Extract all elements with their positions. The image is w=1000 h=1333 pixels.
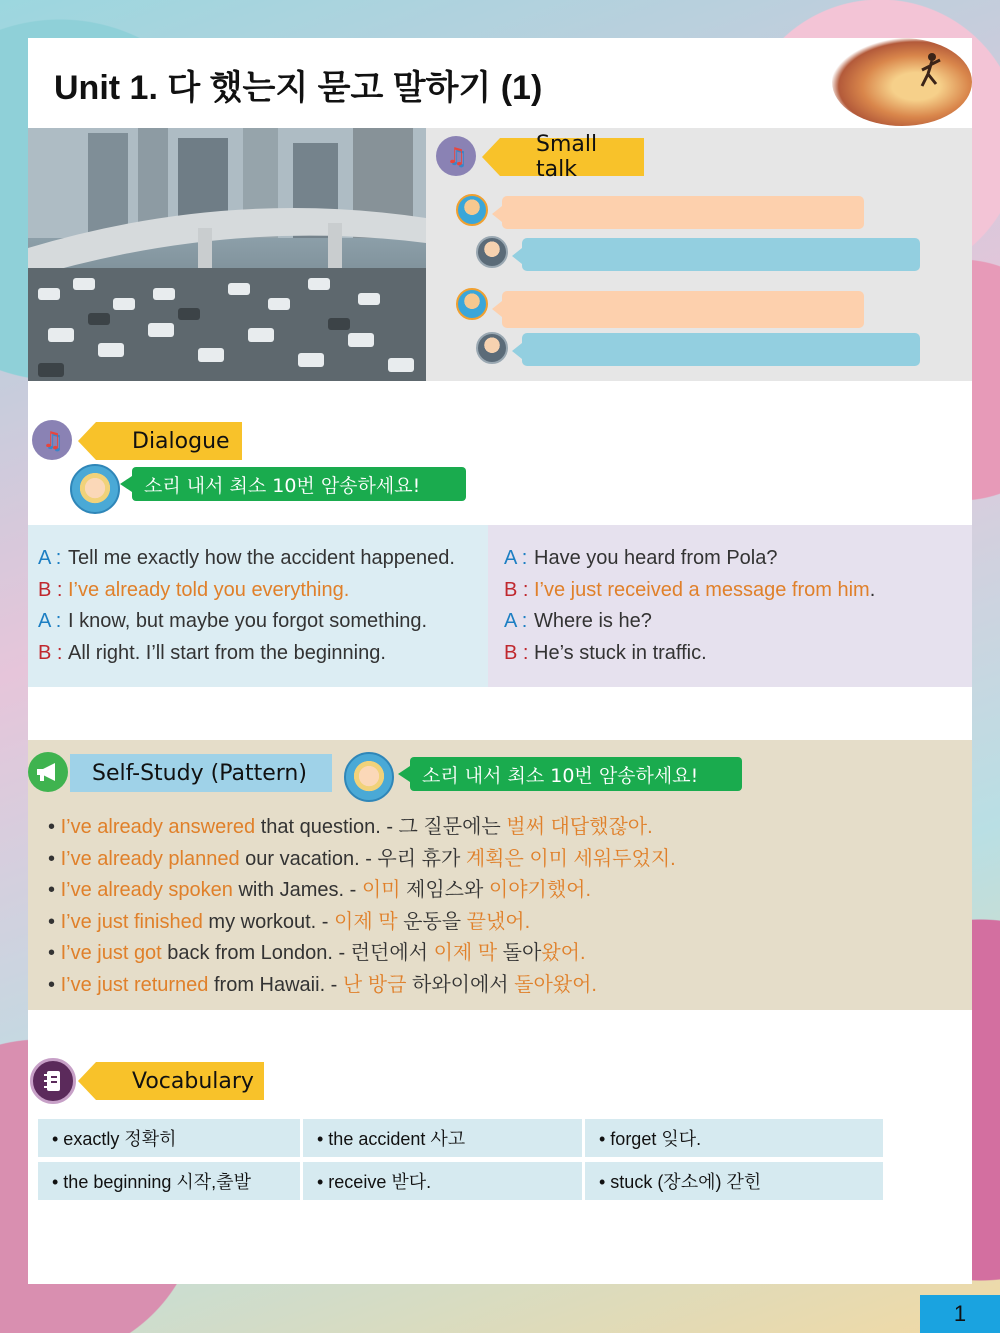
speech-bubble-a[interactable] [502, 196, 864, 229]
dialogue-line: B : I’ve already told you everything. [38, 578, 350, 601]
pattern-item: • I’ve already spoken with James. - 이미 제임스와 이야기했어. [48, 879, 592, 901]
recite-instruction: 소리 내서 최소 10번 암송하세요! [132, 467, 466, 501]
pattern-item: • I’ve already planned our vacation. - 우리 휴가 계획은 이미 세워두었지. [48, 847, 676, 870]
pattern-item: • I’ve already answered that question. - 그 질문에는 벌써 대답했잖아. [48, 816, 653, 838]
speaker-a-avatar [456, 288, 488, 320]
dialogue-line: B : All right. I’ll start from the beginning. [38, 641, 386, 664]
dialogue-line: A : Have you heard from Pola? [504, 547, 778, 569]
vocabulary-header: Vocabulary [96, 1062, 264, 1100]
notebook-icon [30, 1058, 76, 1104]
dialogue-line: B : I’ve just received a message from him. [504, 578, 876, 601]
speech-bubble-a[interactable] [502, 291, 864, 328]
small-talk-panel [426, 128, 972, 381]
dialogue-line: A : I know, but maybe you forgot something. [38, 610, 428, 632]
speech-bubble-b[interactable] [522, 238, 920, 271]
dialogue-line: A : Where is he? [504, 610, 652, 632]
traffic-jam-photo [28, 128, 426, 381]
mountain-climber-photo [832, 38, 972, 126]
self-study-panel [28, 740, 972, 1010]
pattern-list [48, 812, 676, 1001]
traffic-illustration [28, 128, 426, 381]
pattern-item: • I’ve just got back from London. - 런던에서 이제 막 돌아왔어. [48, 942, 586, 964]
page-title: Unit 1. 다 했는지 묻고 말하기 (1) [54, 69, 543, 107]
speaker-b-avatar [476, 332, 508, 364]
speaker-b-avatar [476, 236, 508, 268]
dialogue-right-panel [488, 525, 972, 687]
pattern-item: • I’ve just finished my workout. - 이제 막 운동을 끝냈어. [48, 910, 531, 933]
dialogue-line: A : Tell me exactly how the accident happened. [38, 547, 455, 569]
climber-icon [918, 52, 944, 92]
dialogue-left-panel [28, 525, 488, 687]
vocab-item: • the beginning 시작,출발 [38, 1162, 300, 1200]
dialogue-line: B : He’s stuck in traffic. [504, 641, 707, 664]
small-talk-header: Small talk [500, 138, 644, 176]
dialogue-header: Dialogue [96, 422, 242, 460]
pattern-item: • I’ve just returned from Hawaii. - 난 방금 하와이에서 돌아왔어. [48, 973, 597, 996]
music-note-icon: ♫ [32, 420, 72, 460]
student-avatar [344, 752, 394, 802]
megaphone-icon [28, 752, 68, 792]
worksheet-page [28, 38, 972, 1284]
speaker-a-avatar [456, 194, 488, 226]
music-note-icon: ♫ [436, 136, 476, 176]
student-avatar [70, 464, 120, 514]
vocab-item: • receive 받다. [303, 1162, 582, 1200]
vocab-item: • the accident 사고 [303, 1119, 582, 1157]
vocab-item: • exactly 정확히 [38, 1119, 300, 1157]
self-study-header: Self-Study (Pattern) [70, 754, 332, 792]
page-number: 1 [920, 1295, 1000, 1333]
recite-instruction: 소리 내서 최소 10번 암송하세요! [410, 757, 742, 791]
vocab-item: • forget 잊다. [585, 1119, 883, 1157]
speech-bubble-b[interactable] [522, 333, 920, 366]
vocab-item: • stuck (장소에) 갇힌 [585, 1162, 883, 1200]
